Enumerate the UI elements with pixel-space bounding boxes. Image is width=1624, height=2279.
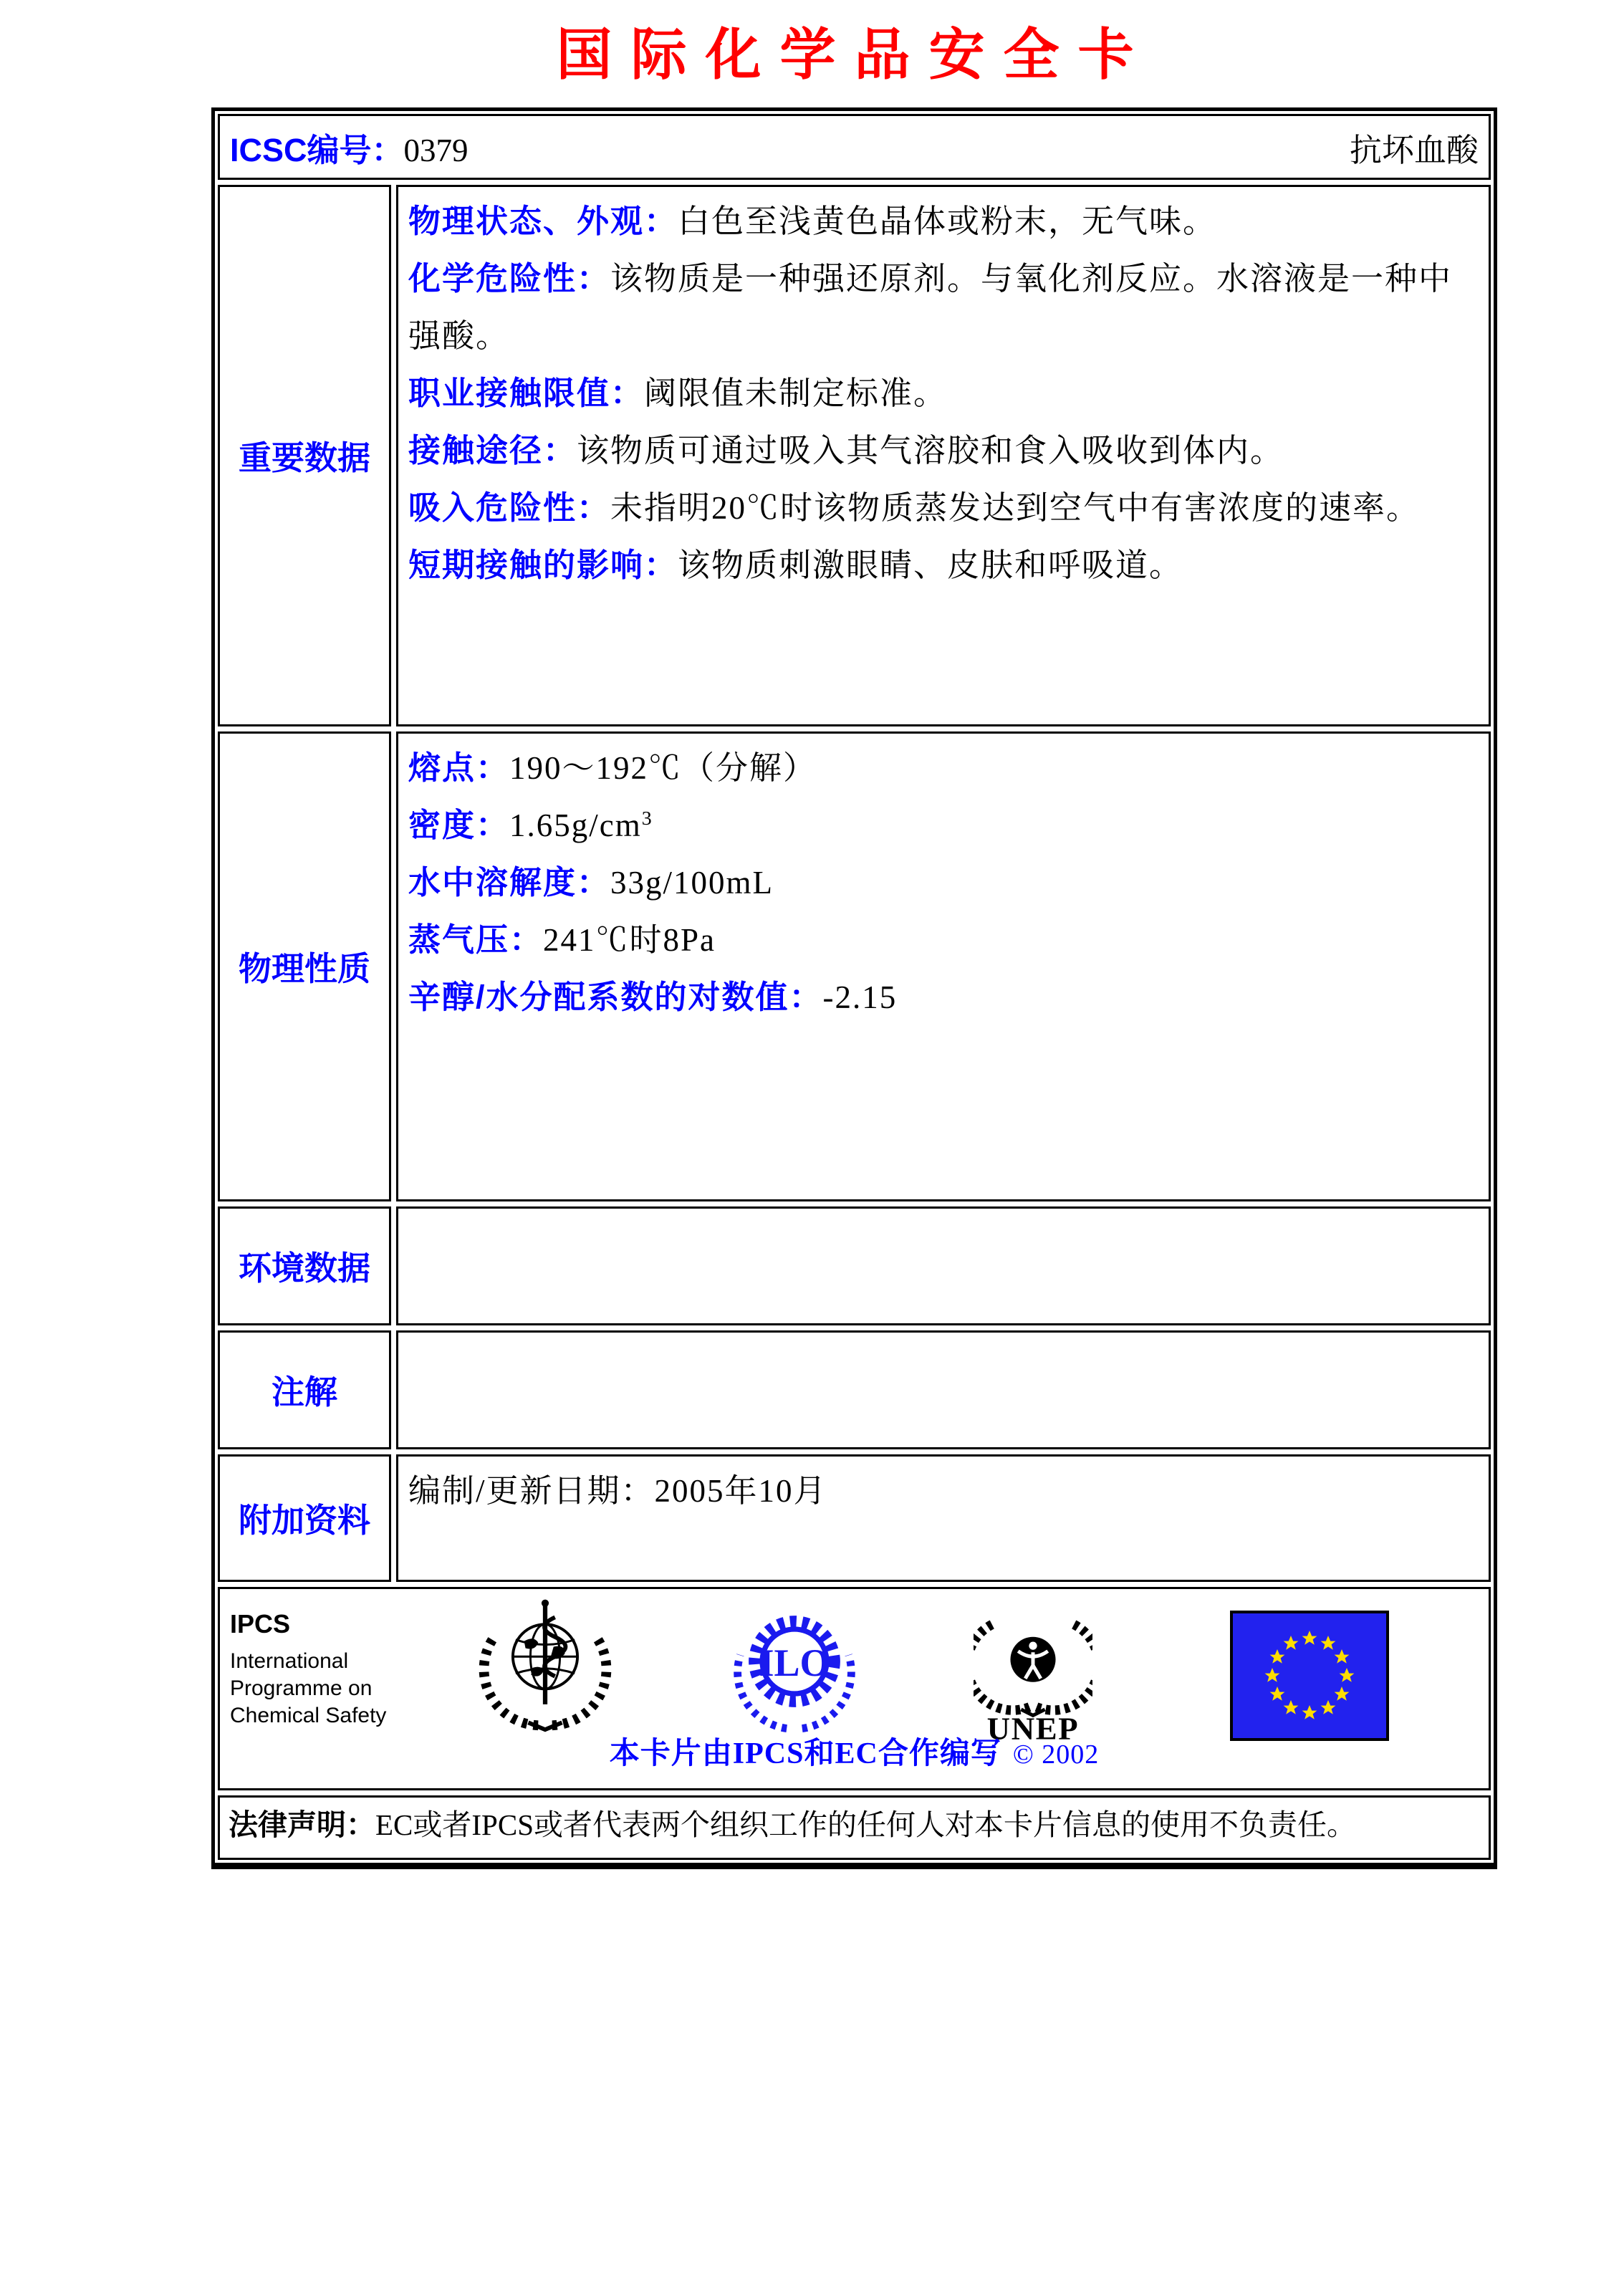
item-label: 密度： <box>408 807 510 843</box>
who-logo-icon <box>475 1595 615 1735</box>
section-label-notes: 注解 <box>218 1330 391 1449</box>
card-caption <box>220 1729 1489 1772</box>
ipcs-line-3: Chemical Safety <box>230 1704 387 1727</box>
ipcs-text-block <box>230 1609 386 1729</box>
item-value: 阈限值未制定标准。 <box>644 375 948 411</box>
icsc-number <box>230 124 469 171</box>
section-important-data <box>218 185 1491 726</box>
unep-logo-text: UNEP <box>986 1710 1080 1747</box>
icsc-number-label: ICSC编号： <box>230 131 404 168</box>
data-item <box>408 422 1479 479</box>
ipcs-footer <box>218 1587 1491 1790</box>
data-item <box>408 854 1479 911</box>
item-value: 该物质是一种强还原剂。与氧化剂反应。水溶液是一种中强酸。 <box>408 261 1453 354</box>
item-label: 短期接触的影响： <box>408 547 678 583</box>
item-value: 白色至浅黄色晶体或粉末，无气味。 <box>678 203 1217 239</box>
section-physical-properties <box>218 731 1491 1201</box>
item-value: 该物质刺激眼睛、皮肤和呼吸道。 <box>678 547 1183 583</box>
item-value: 未指明20℃时该物质蒸发达到空气中有害浓度的速率。 <box>610 490 1421 526</box>
legal-notice <box>218 1795 1491 1860</box>
item-label: 接触途径： <box>408 432 577 469</box>
item-value: 2005年10月 <box>654 1473 827 1509</box>
legal-label: 法律声明： <box>229 1808 375 1841</box>
footer-row <box>218 1587 1491 1790</box>
item-label: 水中溶解度： <box>408 864 611 901</box>
item-label: 熔点： <box>408 749 510 786</box>
section-content-important-data <box>396 185 1491 726</box>
item-label: 吸入危险性： <box>408 489 611 526</box>
section-additional-info <box>218 1454 1491 1582</box>
chemical-name: 抗坏血酸 <box>1349 132 1479 168</box>
item-value: 1.65g/cm <box>509 807 642 843</box>
item-label: 辛醇/水分配系数的对数值： <box>408 979 823 1015</box>
data-item <box>408 365 1479 422</box>
section-environmental-data <box>218 1206 1491 1325</box>
item-label: 化学危险性： <box>408 260 611 297</box>
ipcs-line-2: Programme on <box>230 1676 373 1700</box>
ipcs-acronym: IPCS <box>230 1609 291 1639</box>
ipcs-line-1: International <box>230 1649 349 1673</box>
section-label-additional-info: 附加资料 <box>218 1454 391 1582</box>
section-content-physical-properties <box>396 731 1491 1201</box>
data-item <box>408 250 1479 365</box>
item-label: 职业接触限值： <box>408 375 645 411</box>
card-header <box>218 114 1491 180</box>
caption-copyright: © 2002 <box>1012 1740 1100 1770</box>
data-item <box>408 537 1479 594</box>
data-item <box>408 797 1479 854</box>
item-label: 物理状态、外观： <box>408 203 678 239</box>
ilo-logo-icon <box>730 1601 859 1735</box>
data-item <box>408 739 1479 797</box>
item-value: 190～192℃（分解） <box>509 750 817 786</box>
item-label: 编制/更新日期： <box>408 1473 655 1509</box>
section-notes <box>218 1330 1491 1449</box>
item-value: 33g/100mL <box>610 865 774 901</box>
item-value: 241℃时8Pa <box>543 922 716 958</box>
caption-text: 本卡片由IPCS和EC合作编写 <box>609 1737 1001 1770</box>
eu-flag-icon <box>1230 1611 1389 1741</box>
header-row <box>218 114 1491 180</box>
item-label: 蒸气压： <box>408 921 544 958</box>
section-label-important-data: 重要数据 <box>218 185 391 726</box>
icsc-number-value: 0379 <box>403 132 469 168</box>
section-label-environmental-data: 环境数据 <box>218 1206 391 1325</box>
data-item <box>408 193 1479 250</box>
data-item <box>408 969 1479 1026</box>
legal-text: EC或者IPCS或者代表两个组织工作的任何人对本卡片信息的使用不负责任。 <box>375 1808 1356 1841</box>
superscript: 3 <box>641 807 653 830</box>
item-value: 该物质可通过吸入其气溶胶和食入吸收到体内。 <box>577 433 1284 469</box>
data-item <box>408 911 1479 969</box>
item-value: -2.15 <box>822 979 898 1015</box>
legal-row <box>218 1795 1491 1860</box>
section-label-physical-properties: 物理性质 <box>218 731 391 1201</box>
section-content-environmental-data <box>396 1206 1491 1325</box>
data-item <box>408 479 1479 537</box>
page-title: 国际化学品安全卡 <box>556 24 1153 86</box>
section-content-additional-info <box>396 1454 1491 1582</box>
data-item <box>408 1462 1479 1520</box>
section-content-notes <box>396 1330 1491 1449</box>
icsc-card <box>211 107 1497 1869</box>
ilo-logo-text: ILO <box>759 1641 830 1684</box>
